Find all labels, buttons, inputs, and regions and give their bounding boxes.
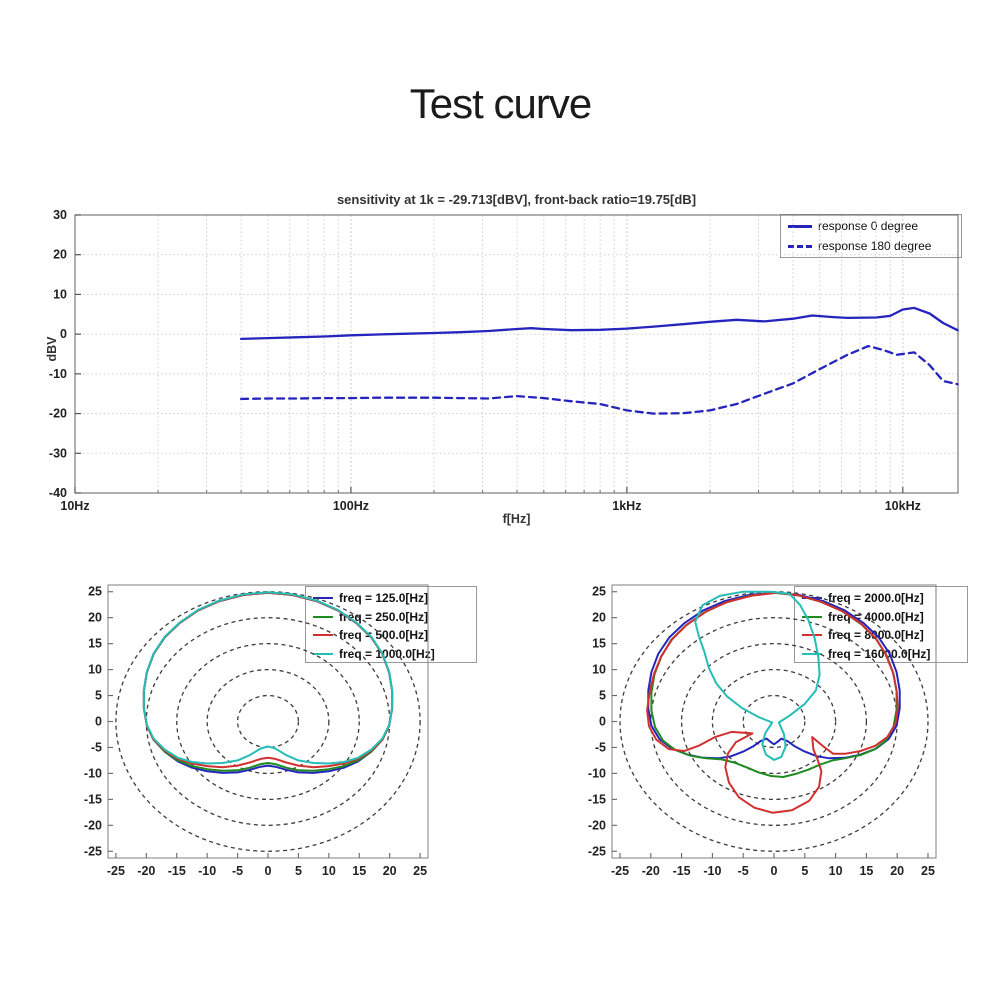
legend-label: freq = 4000.0[Hz] bbox=[828, 609, 924, 624]
legend-line-sample-solid bbox=[788, 225, 812, 228]
x-tick-label: -15 bbox=[167, 864, 186, 878]
y-tick-label: 5 bbox=[599, 688, 606, 703]
x-tick-label: -20 bbox=[641, 864, 660, 878]
legend-item bbox=[781, 216, 961, 236]
y-tick-label: -25 bbox=[83, 844, 102, 859]
y-tick-label: 25 bbox=[592, 584, 606, 599]
y-tick-label: 15 bbox=[88, 636, 102, 651]
legend-color-sample bbox=[802, 616, 822, 618]
series-line-1 bbox=[241, 346, 958, 414]
legend-label: response 0 degree bbox=[818, 219, 919, 233]
polar-grid-circle bbox=[712, 670, 835, 774]
line-chart-title: sensitivity at 1k = -29.713[dBV], front-back ratio=19.75[dB] bbox=[336, 192, 697, 207]
x-tick-label: 0 bbox=[770, 864, 778, 878]
legend-label: freq = 2000.0[Hz] bbox=[828, 591, 924, 606]
x-tick-label: -5 bbox=[232, 864, 244, 878]
y-tick-label: 0 bbox=[60, 327, 67, 342]
x-tick-label: -10 bbox=[198, 864, 217, 878]
polar-grid-circle bbox=[238, 696, 299, 748]
legend-color-sample bbox=[313, 597, 333, 599]
y-tick-label: 30 bbox=[53, 208, 67, 222]
y-tick-label: -10 bbox=[587, 766, 606, 781]
y-tick-label: -5 bbox=[594, 740, 606, 755]
y-tick-label: 0 bbox=[599, 714, 606, 729]
x-tick-label: -20 bbox=[137, 864, 156, 878]
y-tick-label: 10 bbox=[592, 662, 606, 677]
y-tick-label: 20 bbox=[53, 247, 67, 262]
legend-item bbox=[795, 589, 967, 608]
legend-line-sample-dashed bbox=[788, 245, 812, 248]
legend-item bbox=[306, 626, 476, 645]
y-tick-label: -30 bbox=[48, 446, 67, 461]
legend-color-sample bbox=[802, 634, 822, 636]
legend-color-sample bbox=[802, 597, 822, 599]
x-tick-label: 5 bbox=[801, 864, 809, 878]
y-tick-label: 5 bbox=[95, 688, 102, 703]
polar-grid-circle bbox=[682, 644, 867, 800]
y-tick-label: 15 bbox=[592, 636, 606, 651]
y-tick-label: -5 bbox=[90, 740, 102, 755]
polar-left-legend bbox=[305, 586, 477, 663]
polar-grid-circle bbox=[207, 670, 329, 774]
x-tick-label: 100Hz bbox=[332, 499, 370, 513]
legend-label: response 180 degree bbox=[818, 239, 932, 253]
legend-item bbox=[306, 608, 476, 627]
x-tick-label: 25 bbox=[413, 864, 428, 878]
y-tick-label: 10 bbox=[88, 662, 102, 677]
legend-item bbox=[795, 608, 967, 627]
legend-color-sample bbox=[802, 653, 822, 655]
y-tick-label: 20 bbox=[592, 610, 606, 625]
y-tick-label: -10 bbox=[48, 366, 67, 381]
x-tick-label: 10Hz bbox=[60, 499, 90, 513]
x-tick-label: -25 bbox=[106, 864, 125, 878]
y-tick-label: -15 bbox=[83, 792, 102, 807]
y-tick-label: -10 bbox=[83, 766, 102, 781]
legend-item bbox=[306, 589, 476, 608]
y-tick-label: -20 bbox=[48, 406, 67, 421]
line-chart-ylabel: dBV bbox=[45, 336, 59, 362]
legend-item bbox=[306, 645, 476, 664]
legend-item bbox=[795, 645, 967, 664]
legend-item bbox=[781, 236, 961, 256]
x-tick-label: 15 bbox=[352, 864, 367, 878]
x-tick-label: 10 bbox=[321, 864, 336, 878]
y-tick-label: 10 bbox=[53, 287, 67, 302]
x-tick-label: 25 bbox=[921, 864, 935, 878]
x-tick-label: 10 bbox=[828, 864, 843, 878]
legend-label: freq = 16000.0[Hz] bbox=[828, 646, 931, 661]
legend-color-sample bbox=[313, 653, 333, 655]
legend-label: freq = 1000.0[Hz] bbox=[339, 646, 435, 661]
x-tick-label: 10kHz bbox=[884, 499, 921, 513]
y-tick-label: -20 bbox=[587, 818, 606, 833]
line-chart-xlabel: f[Hz] bbox=[502, 512, 531, 526]
legend-color-sample bbox=[313, 634, 333, 636]
y-tick-label: -20 bbox=[83, 818, 102, 833]
legend-label: freq = 250.0[Hz] bbox=[339, 609, 429, 624]
x-tick-label: 20 bbox=[382, 864, 397, 878]
x-tick-label: 1kHz bbox=[612, 499, 642, 513]
legend-label: freq = 500.0[Hz] bbox=[339, 628, 429, 643]
y-tick-label: 20 bbox=[88, 610, 102, 625]
polar-right-legend bbox=[794, 586, 968, 663]
legend-color-sample bbox=[313, 616, 333, 618]
x-tick-label: 5 bbox=[294, 864, 302, 878]
line-chart-legend bbox=[780, 214, 962, 258]
legend-item bbox=[795, 626, 967, 645]
y-tick-label: 25 bbox=[88, 584, 102, 599]
page-title: Test curve bbox=[409, 80, 592, 127]
polar-grid-circle bbox=[743, 696, 805, 748]
x-tick-label: -5 bbox=[737, 864, 749, 878]
y-tick-label: 0 bbox=[95, 714, 102, 729]
x-tick-label: -10 bbox=[703, 864, 722, 878]
x-tick-label: -15 bbox=[672, 864, 691, 878]
x-tick-label: 15 bbox=[859, 864, 874, 878]
series-line-0 bbox=[241, 308, 958, 339]
x-tick-label: 20 bbox=[890, 864, 905, 878]
y-tick-label: -25 bbox=[587, 844, 606, 859]
legend-label: freq = 8000.0[Hz] bbox=[828, 628, 924, 643]
y-tick-label: -15 bbox=[587, 792, 606, 807]
x-tick-label: 0 bbox=[264, 864, 272, 878]
legend-label: freq = 125.0[Hz] bbox=[339, 591, 429, 606]
polar-grid-circle bbox=[177, 644, 360, 800]
x-tick-label: -25 bbox=[610, 864, 630, 878]
y-tick-label: -40 bbox=[48, 486, 67, 500]
